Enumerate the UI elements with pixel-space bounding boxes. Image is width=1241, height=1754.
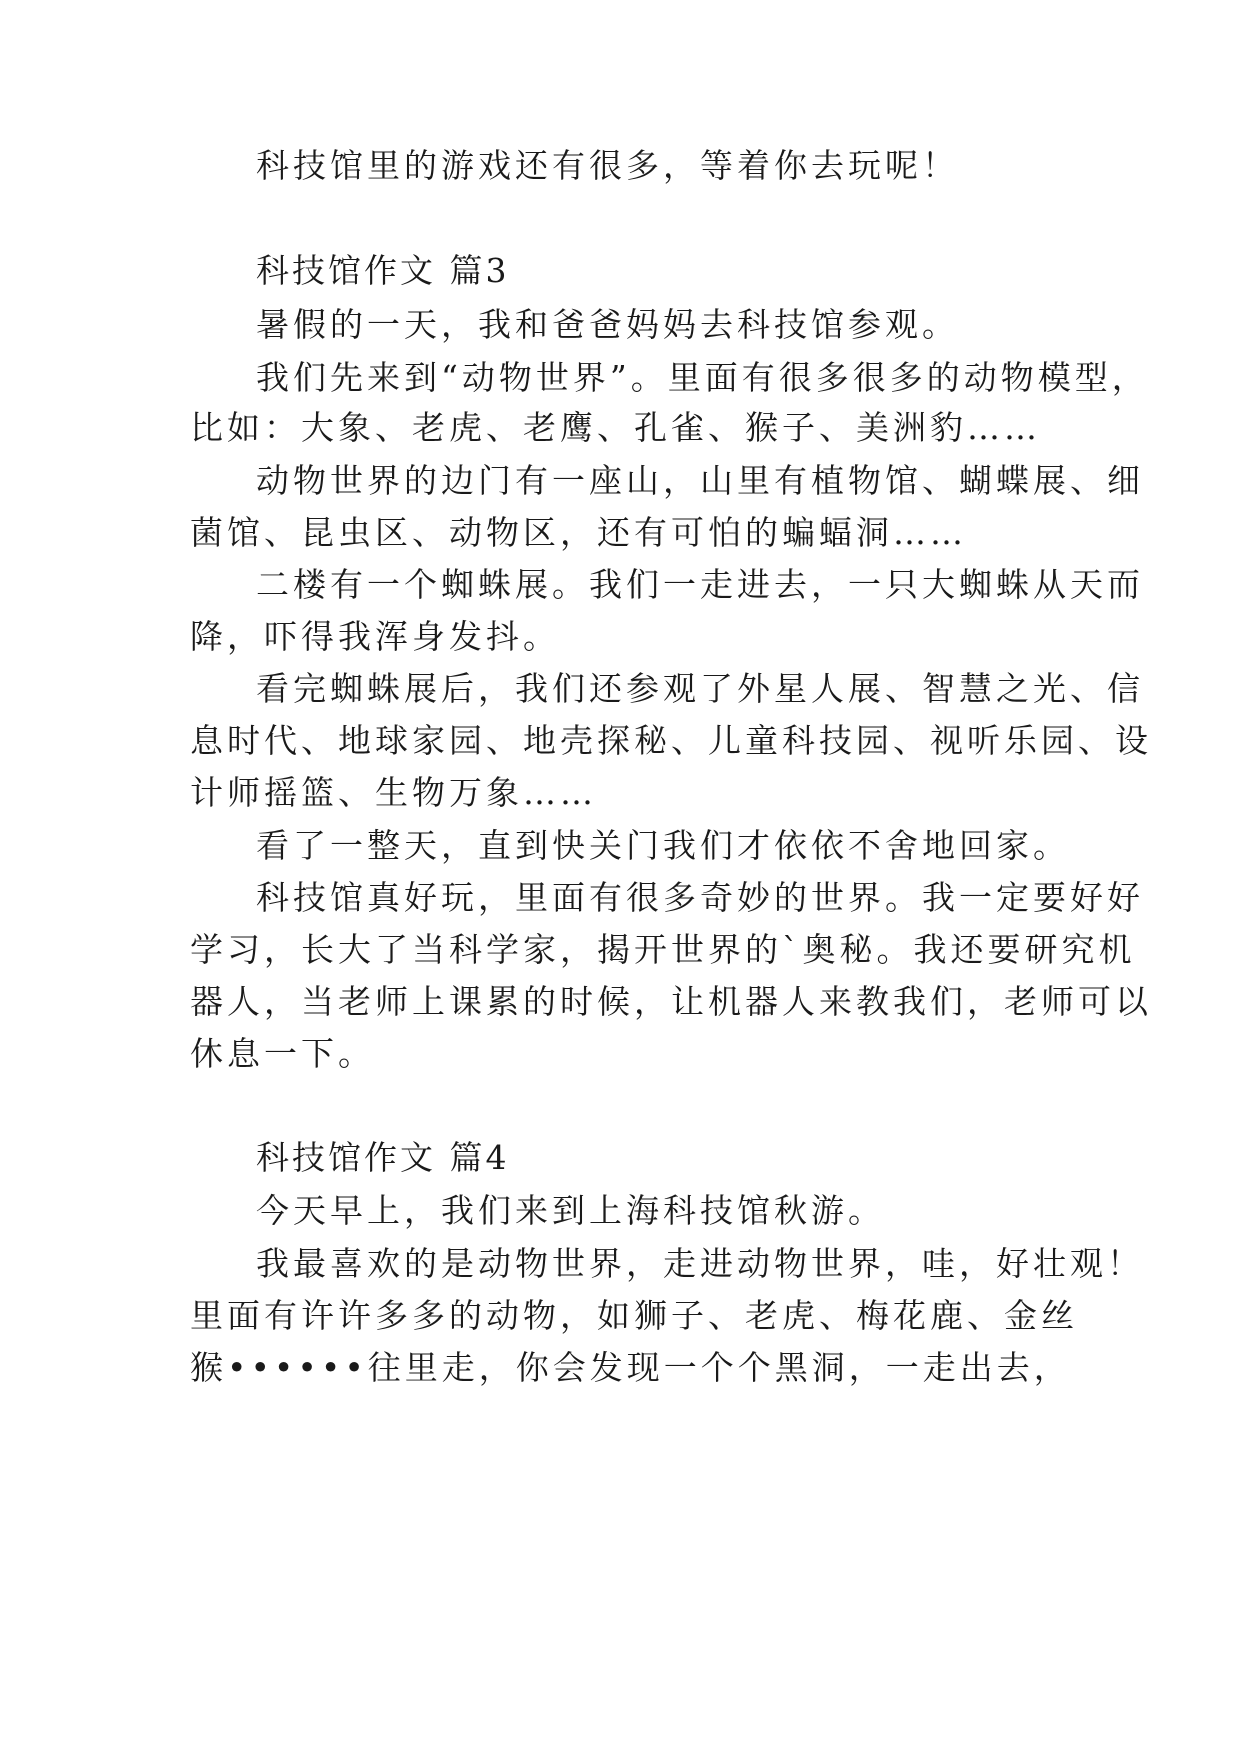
paragraph-line: 降，吓得我浑身发抖。 [190,617,560,656]
paragraph-line: 暑假的一天，我和爸爸妈妈去科技馆参观。 [256,305,959,344]
paragraph-line: 猴••••••往里走，你会发现一个个黑洞，一走出去， [190,1348,1071,1387]
paragraph-line: 器人，当老师上课累的时候，让机器人来教我们，老师可以 [190,982,1152,1021]
paragraph-line: 今天早上，我们来到上海科技馆秋游。 [256,1191,885,1230]
paragraph-line: 动物世界的边门有一座山，山里有植物馆、蝴蝶展、细 [256,461,1144,500]
paragraph-line: 比如：大象、老虎、老鹰、孔雀、猴子、美洲豹…… [190,408,1041,447]
paragraph-line: 休息一下。 [190,1034,375,1073]
paragraph-line: 计师摇篮、生物万象…… [190,773,597,812]
paragraph-line: 息时代、地球家园、地壳探秘、儿童科技园、视听乐园、设 [190,721,1152,760]
paragraph-line: 里面有许许多多的动物，如狮子、老虎、梅花鹿、金丝 [190,1296,1078,1335]
paragraph-line: 我们先来到“动物世界”。里面有很多很多的动物模型， [256,358,1149,397]
paragraph-line: 菌馆、昆虫区、动物区，还有可怕的蝙蝠洞…… [190,513,967,552]
paragraph-line: 看了一整天，直到快关门我们才依依不舍地回家。 [256,826,1070,865]
paragraph-line: 学习，长大了当科学家，揭开世界的`奥秘。我还要研究机 [190,930,1136,969]
paragraph-line: 科技馆里的游戏还有很多，等着你去玩呢！ [256,146,959,185]
paragraph-line: 我最喜欢的是动物世界，走进动物世界，哇，好壮观！ [256,1244,1144,1283]
section-heading-3: 科技馆作文 篇3 [256,251,510,290]
paragraph-line: 科技馆真好玩，里面有很多奇妙的世界。我一定要好好 [256,878,1144,917]
paragraph-line: 二楼有一个蜘蛛展。我们一走进去，一只大蜘蛛从天而 [256,565,1144,604]
paragraph-line: 看完蜘蛛展后，我们还参观了外星人展、智慧之光、信 [256,669,1144,708]
section-heading-4: 科技馆作文 篇4 [256,1138,510,1177]
